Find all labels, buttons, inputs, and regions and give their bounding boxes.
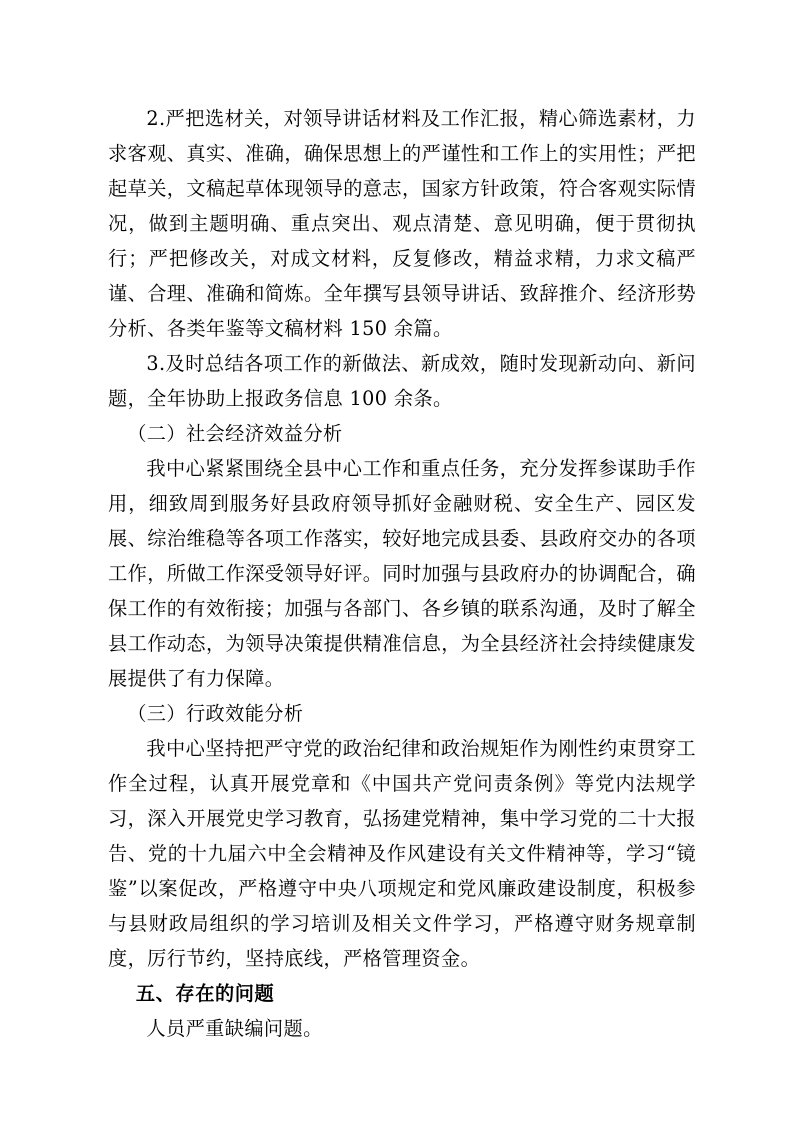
paragraph-drafting-quality: 2.严把选材关，对领导讲话材料及工作汇报，精心筛选素材，力求客观、真实、准确，确保思想上的严谨性和工作上的实用性；严把起草关，文稿起草体现领导的意志，国家方针政策，符合客观实际情况，做到主题明确、重点突出、观点清楚、意见明确，便于贯彻执行；严把修改关，对成文材料，反复修改，精益求精，力求文稿严谨、合理、准确和简炼。全年撰写县领导讲话、致辞推介、经济形势分析、各类年鉴等文稿材料 150 余篇。 (108, 107, 696, 340)
paragraph-admin-efficiency: 我中心坚持把严守党的政治纪律和政治规矩作为刚性约束贯穿工作全过程，认真开展党章和《中国共产党问责条例》等党内法规学习，深入开展党史学习教育，弘扬建党精神，集中学习党的二十大报告、党的十九届六中全会精神及作风建设有关文件精神等，学习“镜鉴”以案促改，严格遵守中央八项规定和党风廉政建设制度，积极参与县财政局组织的学习培训及相关文件学习，严格遵守财务规章制度，厉行节约，坚持底线，严格管理资金。 (108, 737, 696, 970)
subheading-social-economic: （二）社会经济效益分析 (127, 422, 343, 445)
document-body (108, 101, 696, 1046)
paragraph-info-reporting: 3.及时总结各项工作的新做法、新成效，随时发现新动向、新问题，全年协助上报政务信息 100 余条。 (108, 352, 696, 410)
paragraph-social-economic: 我中心紧紧围绕全县中心工作和重点任务，充分发挥参谋助手作用，细致周到服务好县政府领导抓好金融财税、安全生产、园区发展、综治维稳等各项工作落实，较好地完成县委、县政府交办的各项工作，所做工作深受领导好评。同时加强与县政府办的协调配合，确保工作的有效衔接；加强与各部门、各乡镇的联系沟通，及时了解全县工作动态，为领导决策提供精准信息，为全县经济社会持续健康发展提供了有力保障。 (108, 457, 696, 690)
paragraph-problems: 人员严重缺编问题。 (146, 1017, 323, 1040)
section-heading-problems: 五、存在的问题 (135, 982, 275, 1005)
subheading-admin-efficiency: （三）行政效能分析 (127, 702, 304, 725)
